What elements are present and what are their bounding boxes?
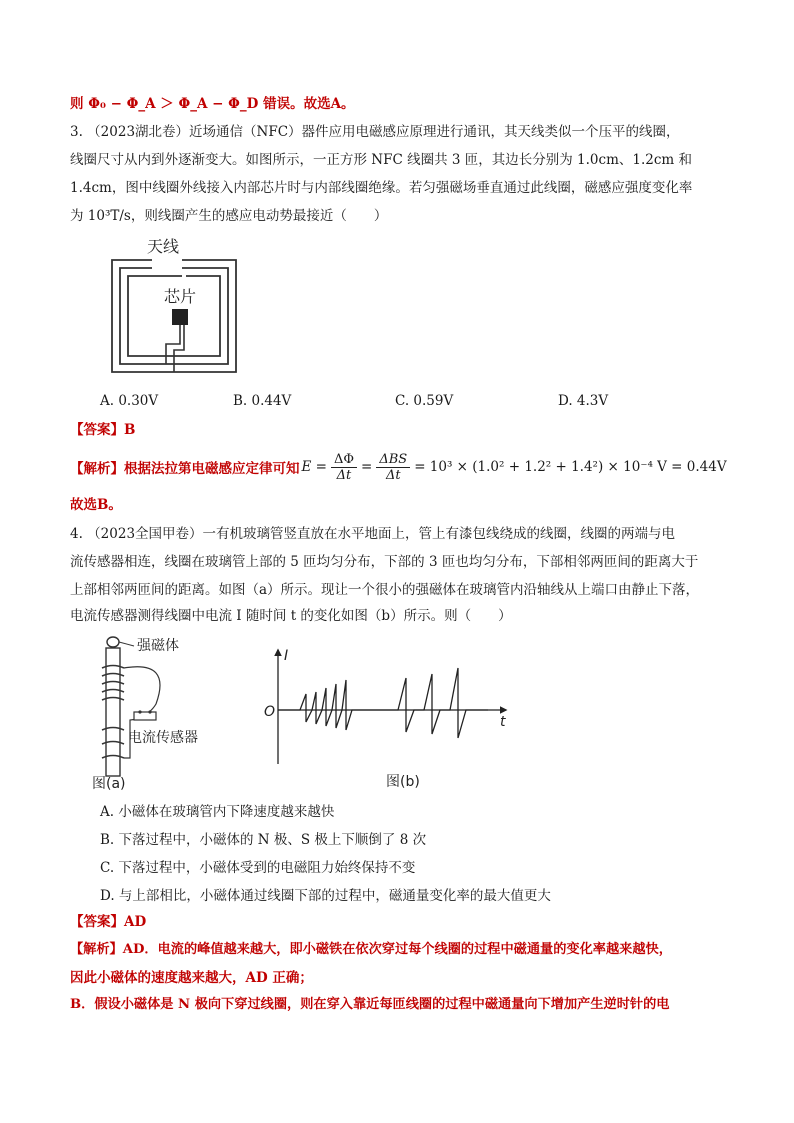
frac1-denominator: Δt (336, 467, 352, 483)
q4-option-c: C. 下落过程中，小磁体受到的电磁阻力始终保持不变 (100, 860, 416, 876)
frac1-numerator: ΔΦ (331, 452, 357, 468)
q3-conclusion: 故选B。 (70, 497, 122, 513)
x-axis-label: t (500, 714, 506, 730)
frac2-denominator: Δt (385, 467, 401, 483)
q3-analysis-prefix: 【解析】根据法拉第电磁感应定律可知 (70, 461, 300, 477)
q4-line-2: 流传感器相连，线圈在玻璃管上部的 5 匝均匀分布，下部的 3 匝也均匀分布，下部相邻两匝间的距离大于 (70, 554, 699, 570)
formula-frac-2 (376, 452, 410, 483)
current-sensor (134, 712, 156, 720)
q3-option-c: C. 0.59V (395, 393, 454, 409)
q4-analysis-line-3: B．假设小磁体是 N 极向下穿过线圈，则在穿入靠近每匝线圈的过程中磁通量向下增加产生逆时针的电 (70, 997, 670, 1012)
q4-analysis-line-2: 因此小磁体的速度越来越大，AD 正确； (70, 970, 313, 986)
q4-option-b: B. 下落过程中，小磁体的 N 极、S 极上下顺倒了 8 次 (100, 832, 427, 848)
sensor-label: 电流传感器 (128, 730, 198, 746)
chip-label: 芯片 (163, 287, 197, 306)
q3-option-b: B. 0.44V (233, 393, 292, 409)
antenna-label: 天线 (146, 237, 180, 256)
figure-b-current-graph (256, 644, 516, 794)
q3-option-a: A. 0.30V (100, 393, 159, 409)
current-waveform (278, 668, 488, 738)
q4-option-a: A. 小磁体在玻璃管内下降速度越来越快 (100, 804, 335, 820)
frac2-numerator: ΔBS (376, 452, 410, 468)
previous-conclusion: 则 Φ₀ − Φ_A ＞ Φ_A − Φ_D 错误。故选A。 (70, 96, 355, 112)
q3-line-3: 1.4cm，图中线圈外线接入内部芯片时与内部线圈绝缘。若匀强磁场垂直通过此线圈，磁感应强度变化率 (70, 180, 693, 196)
q3-analysis: 【解析】根据法拉第电磁感应定律可知 E = $\frac{\Delta\Phi}{\Delta t}$ = ΔBS Δt = 10³ × (1.0² + 1.2² + 1.4²) × 10⁻⁴ V = 0.44V (70, 451, 727, 483)
chip-lead-1 (166, 325, 180, 364)
formula-frac-1 (331, 452, 357, 483)
q4-line-4: 电流传感器测得线圈中电流 I 随时间 t 的变化如图（b）所示。则（ ） (70, 608, 512, 624)
q4-analysis-line-1: 【解析】AD．电流的峰值越来越大，即小磁铁在依次穿过每个线圈的过程中磁通量的变化率越来越快， (70, 942, 672, 957)
formula-e: E = (301, 459, 327, 475)
q4-line-1: 4. （2023全国甲卷）一有机玻璃管竖直放在水平地面上，管上有漆包线绕成的线圈，线圈的两端与电 (70, 526, 676, 542)
figure-a-tube-coil (92, 632, 232, 794)
figure-a-caption: 图(a) (92, 776, 126, 792)
magnet (107, 637, 119, 647)
formula-rhs: = 10³ × (1.0² + 1.2² + 1.4²) × 10⁻⁴ V = 0.44V (414, 459, 727, 475)
q3-line-1: 3. （2023湖北卷）近场通信（NFC）器件应用电磁感应原理进行通讯，其天线类似一个压平的线圈， (70, 124, 680, 140)
q3-answer: 【答案】B (70, 422, 136, 438)
magnet-label: 强磁体 (137, 638, 179, 654)
q3-line-4: 为 10³T/s，则线圈产生的感应电动势最接近（ ） (70, 208, 388, 224)
q3-option-d: D. 4.3V (558, 393, 609, 409)
origin-label: O (264, 704, 276, 720)
chip-square (172, 309, 188, 325)
chip-lead-2 (174, 325, 184, 372)
wire-top (124, 667, 160, 716)
nfc-coil-figure (108, 232, 240, 380)
q4-line-3: 上部相邻两匝间的距离。如图（a）所示。现让一个很小的强磁体在玻璃管内沿轴线从上端口由静止下落， (70, 582, 700, 598)
figure-b-caption: 图(b) (386, 774, 420, 790)
q4-answer: 【答案】AD (70, 914, 147, 930)
y-axis-label: I (284, 648, 289, 664)
q3-line-2: 线圈尺寸从内到外逐渐变大。如图所示，一正方形 NFC 线圈共 3 匝，其边长分别为 1.0cm、1.2cm 和 (70, 152, 693, 168)
q4-option-d: D. 与上部相比，小磁体通过线圈下部的过程中，磁通量变化率的最大值更大 (100, 888, 551, 904)
